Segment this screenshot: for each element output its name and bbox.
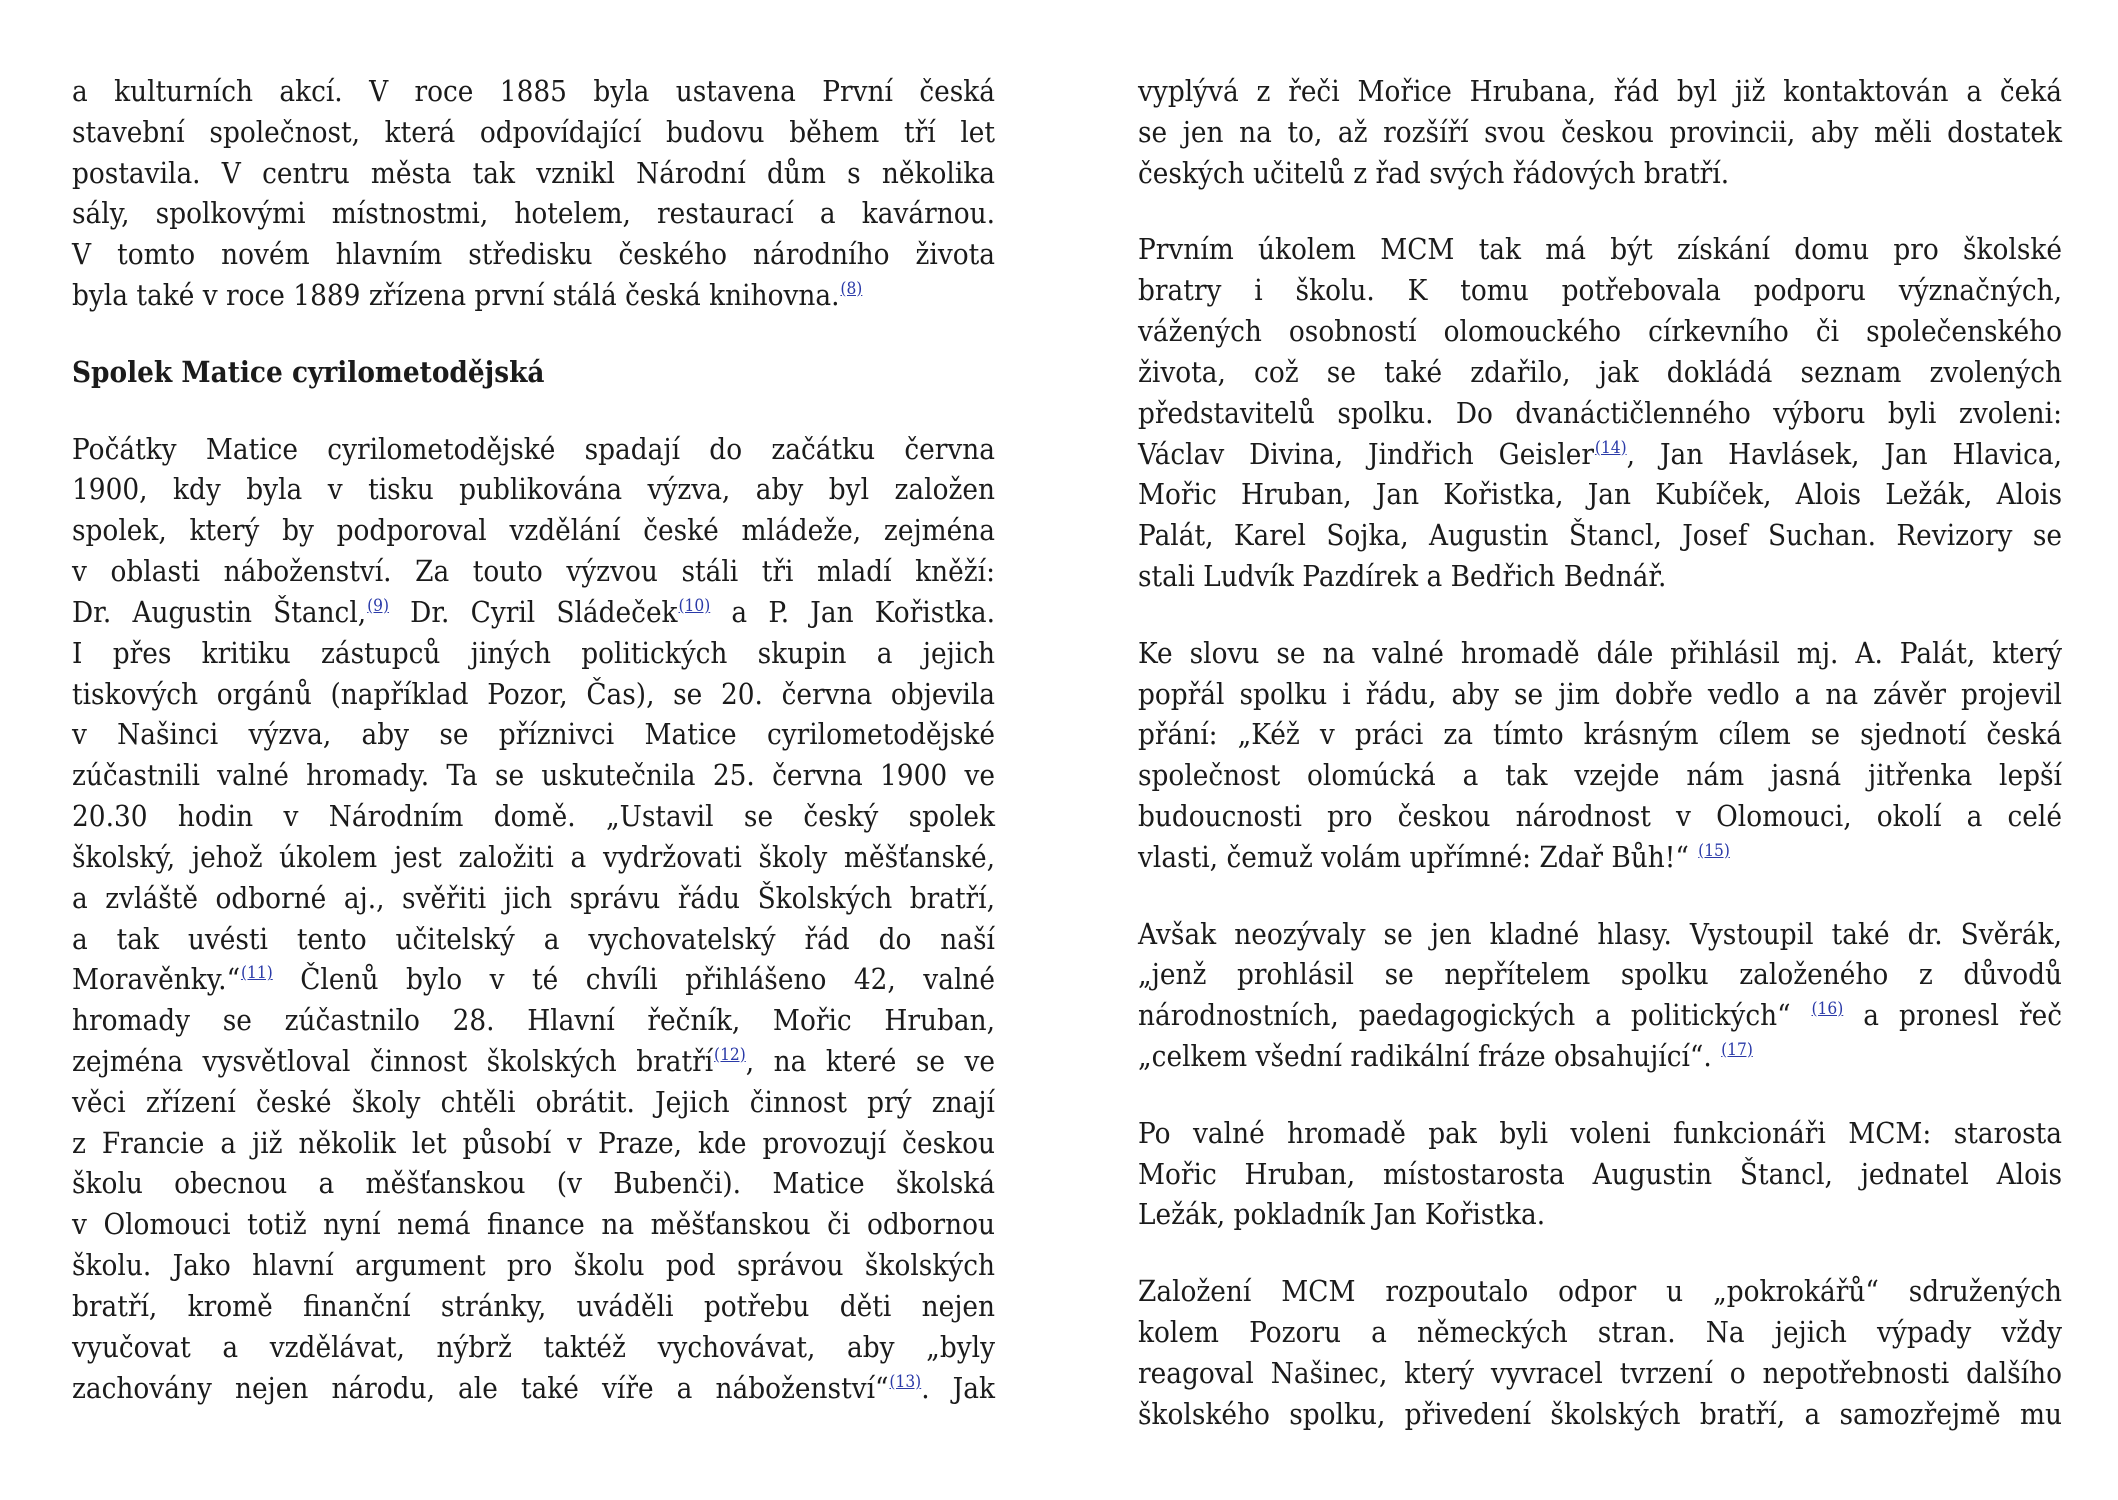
text-run: Mořic Hruban, místostarosta Augustin Štancl, jednatel Alois — [1138, 1156, 2062, 1191]
text-line — [1138, 1036, 2062, 1077]
line-text — [1138, 352, 2062, 393]
text-run: bratry i školu. K tomu potřebovala podporu význačných, — [1138, 273, 2063, 308]
line-text — [72, 153, 995, 194]
line-text — [72, 714, 995, 755]
footnote-ref-link[interactable]: (8) — [840, 279, 863, 300]
text-line — [72, 112, 995, 153]
text-line — [72, 429, 995, 470]
text-run: hromady se zúčastnilo 28. Hlavní řečník, Mořic Hruban, — [72, 1003, 996, 1038]
text-run: Založení MCM rozpoutalo odpor u „pokrokářů“ sdružených — [1138, 1274, 2062, 1309]
text-line — [1138, 270, 2062, 311]
text-line — [1138, 954, 2062, 995]
text-line — [72, 1163, 995, 1204]
text-line — [72, 1327, 995, 1368]
line-text — [1138, 71, 2062, 112]
line-text — [72, 796, 995, 837]
text-line — [1138, 714, 2062, 755]
text-run: školského spolku, přivedení školských bratří, a samozřejmě mu — [1138, 1396, 2062, 1431]
line-text — [1138, 633, 2062, 674]
text-run: Dr. Cyril Sládeček — [389, 594, 678, 629]
line-text — [1138, 1036, 1753, 1077]
text-run: sály, spolkovými místnostmi, hotelem, restaurací a kavárnou. — [72, 196, 995, 231]
text-line — [72, 234, 995, 275]
line-text — [72, 1041, 995, 1082]
line-text — [72, 429, 995, 470]
text-line — [1138, 112, 2062, 153]
text-line — [1138, 153, 2062, 194]
line-text — [1138, 914, 2062, 955]
text-run: Počátky Matice cyrilometodějské spadají do začátku června — [72, 431, 996, 466]
left-column — [72, 71, 995, 1444]
text-run: v oblasti náboženství. Za touto výzvou stáli tři mladí kněží: — [72, 554, 996, 589]
text-line — [72, 469, 995, 510]
text-line — [72, 674, 995, 715]
line-text — [1138, 1394, 2062, 1435]
text-run: , Jan Havlásek, Jan Hlavica, — [1626, 436, 2062, 471]
line-text — [72, 1286, 995, 1327]
text-run: v Olomouci totiž nyní nemá finance na měšťanskou či odbornou — [72, 1207, 996, 1242]
line-text — [1138, 393, 2062, 434]
text-line — [1138, 434, 2062, 475]
text-line — [1138, 1394, 2062, 1435]
line-text — [1138, 474, 2062, 515]
text-line — [72, 1123, 995, 1164]
line-text — [72, 234, 995, 275]
line-text — [1138, 837, 1730, 878]
footnote-ref-link[interactable]: (10) — [678, 595, 711, 616]
text-line — [1138, 1353, 2062, 1394]
text-run: a P. Jan Kořistka. — [710, 594, 996, 629]
text-line — [1138, 837, 2062, 878]
text-line — [1138, 1271, 2062, 1312]
text-run: I přes kritiku zástupců jiných politických skupin a jejich — [72, 635, 996, 670]
text-line — [72, 1041, 995, 1082]
text-run: věci zřízení české školy chtěli obrátit. Jejich činnost prý znají — [72, 1084, 995, 1119]
text-line — [1138, 1154, 2062, 1195]
text-line — [72, 919, 995, 960]
line-text — [72, 510, 995, 551]
text-run: . Jak — [921, 1370, 995, 1405]
line-text — [72, 919, 995, 960]
line-text — [1138, 954, 2062, 995]
text-run: postavila. V centru města tak vznikl Národní dům s několika — [72, 155, 995, 190]
text-run: popřál spolku i řádu, aby se jim dobře vedlo a na závěr projevil — [1138, 676, 2062, 711]
text-line — [1138, 1312, 2062, 1353]
line-text — [1138, 556, 1666, 597]
text-run: Mořic Hruban, Jan Kořistka, Jan Kubíček, Alois Ležák, Alois — [1138, 477, 2062, 512]
text-line — [1138, 1113, 2062, 1154]
text-run: 20.30 hodin v Národním domě. „Ustavil se český spolek — [72, 799, 995, 834]
text-run: 1900, kdy byla v tisku publikována výzva, aby byl založen — [72, 472, 995, 507]
paragraph — [1138, 914, 2062, 1077]
text-run: stavební společnost, která odpovídající budovu během tří let — [72, 114, 996, 149]
heading-line — [72, 352, 995, 393]
line-text — [72, 1082, 995, 1123]
text-run: kolem Pozoru a německých stran. Na jejich výpady vždy — [1138, 1314, 2063, 1349]
line-text — [72, 352, 544, 393]
text-line — [72, 878, 995, 919]
text-run: a kulturních akcí. V roce 1885 byla ustavena První česká — [72, 74, 995, 108]
line-text — [72, 469, 995, 510]
line-text — [1138, 270, 2062, 311]
text-line — [1138, 229, 2062, 270]
right-column — [1138, 71, 2062, 1470]
text-run: Ležák, pokladník Jan Kořistka. — [1138, 1197, 1546, 1232]
text-line — [1138, 474, 2062, 515]
text-run: se jen na to, až rozšíří svou českou provincii, aby měli dostatek — [1138, 114, 2063, 149]
line-text — [72, 112, 995, 153]
line-text — [72, 1204, 995, 1245]
text-line — [1138, 674, 2062, 715]
text-run: Václav Divina, Jindřich Geisler — [1138, 436, 1595, 471]
text-line — [72, 1204, 995, 1245]
text-line — [1138, 556, 2062, 597]
text-run: přání: „Kéž v práci za tímto krásným cílem se sjednotí česká — [1138, 717, 2062, 752]
text-line — [1138, 914, 2062, 955]
line-text — [72, 674, 995, 715]
text-run: zejména vysvětloval činnost školských bratří — [72, 1044, 714, 1078]
text-line — [72, 1286, 995, 1327]
line-text — [1138, 674, 2062, 715]
section-heading — [72, 352, 995, 393]
footnote-ref-link[interactable]: (13) — [889, 1371, 922, 1392]
text-run: vyplývá z řeči Mořice Hrubana, řád byl již kontaktován a čeká — [1138, 74, 2062, 108]
text-run: zúčastnili valné hromady. Ta se uskutečnila 25. června 1900 ve — [72, 758, 995, 793]
text-line — [1138, 311, 2062, 352]
line-text — [1138, 995, 2062, 1036]
footnote-ref-link[interactable]: (12) — [714, 1045, 746, 1065]
line-text — [72, 1123, 995, 1164]
text-run: „celkem všední radikální fráze obsahující“. — [1138, 1039, 1721, 1074]
text-run: budoucnosti pro českou národnost v Olomouci, okolí a celé — [1138, 799, 2062, 834]
text-line — [1138, 352, 2062, 393]
text-line — [72, 1000, 995, 1041]
text-run: školu obecnou a měšťanskou (v Bubenči). Matice školská — [72, 1166, 995, 1201]
line-text — [72, 837, 995, 878]
text-line — [72, 1245, 995, 1286]
text-run: V tomto novém hlavním středisku českého národního života — [72, 237, 995, 272]
text-run: vlasti, čemuž volám upřímné: Zdař Bůh!“ — [1138, 839, 1698, 874]
text-line — [72, 755, 995, 796]
text-line — [1138, 393, 2062, 434]
line-text — [72, 592, 995, 633]
text-run: života, což se také zdařilo, jak dokládá seznam zvolených — [1138, 354, 2062, 389]
line-text — [1138, 515, 2062, 556]
paragraph — [1138, 633, 2062, 878]
footnote-ref-link[interactable]: (15) — [1698, 840, 1730, 861]
line-text — [72, 551, 995, 592]
text-line — [72, 510, 995, 551]
text-run: Spolek Matice cyrilometodějská — [72, 354, 545, 389]
line-text — [1138, 1353, 2062, 1394]
text-run: byla také v roce 1889 zřízena první stálá česká knihovna. — [72, 278, 840, 313]
text-line — [1138, 515, 2062, 556]
text-line — [1138, 755, 2062, 796]
text-line — [72, 714, 995, 755]
footnote-ref-link[interactable]: (14) — [1594, 437, 1627, 458]
paragraph — [1138, 229, 2062, 596]
text-run: Po valné hromadě pak byli voleni funkcionáři MCM: starosta — [1138, 1115, 2063, 1150]
line-text — [72, 633, 995, 674]
line-text — [72, 959, 995, 1000]
line-text — [72, 755, 995, 796]
text-line — [72, 275, 995, 316]
text-run: školu. Jako hlavní argument pro školu pod správou školských — [72, 1248, 995, 1283]
line-text — [1138, 153, 1729, 194]
text-line — [72, 1368, 995, 1409]
text-run: Dr. Augustin Štancl, — [72, 594, 367, 629]
text-run: Ke slovu se na valné hromadě dále přihlásil mj. A. Palát, který — [1138, 635, 2063, 670]
text-run: národnostních, paedagogických a politických“ — [1138, 998, 1811, 1033]
line-text — [1138, 1154, 2062, 1195]
text-run: „jenž prohlásil se nepřítelem spolku založeného z důvodů — [1138, 957, 2062, 992]
text-line — [72, 796, 995, 837]
text-line — [72, 959, 995, 1000]
text-run: tiskových orgánů (například Pozor, Čas), se 20. června objevila — [72, 676, 995, 711]
text-line — [1138, 796, 2062, 837]
text-line — [1138, 71, 2062, 112]
line-text — [1138, 229, 2062, 270]
line-text — [72, 1000, 995, 1041]
text-line — [72, 1082, 995, 1123]
text-run: reagoval Našinec, který vyvracel tvrzení o nepotřebnosti dalšího — [1138, 1355, 2063, 1390]
text-run: bratří, kromě finanční stránky, uváděli potřebu děti nejen — [72, 1288, 995, 1323]
text-run: vyučovat a vzdělávat, nýbrž taktéž vychovávat, aby „byly — [72, 1329, 995, 1364]
line-text — [1138, 755, 2062, 796]
text-run: v Našinci výzva, aby se příznivci Matice cyrilometodějské — [72, 717, 995, 752]
text-line — [1138, 1194, 2062, 1235]
line-text — [72, 878, 995, 919]
text-run: a zvláště odborné aj., svěřiti jich správu řádu Školských bratří, — [72, 880, 995, 915]
paragraph — [72, 71, 995, 316]
line-text — [1138, 714, 2062, 755]
text-run: školský, jehož úkolem jest založiti a vydržovati školy měšťanské, — [72, 839, 995, 874]
text-run: Palát, Karel Sojka, Augustin Štancl, Josef Suchan. Revizory se — [1138, 518, 2063, 553]
line-text — [1138, 1312, 2062, 1353]
line-text — [1138, 1113, 2062, 1154]
line-text — [1138, 1194, 1545, 1235]
line-text — [72, 1327, 995, 1368]
line-text — [72, 1368, 995, 1409]
text-run: a tak uvésti tento učitelský a vychovatelský řád do naší — [72, 921, 996, 956]
text-line — [72, 153, 995, 194]
text-line — [72, 193, 995, 234]
text-line — [72, 551, 995, 592]
text-run: vážených osobností olomouckého církevního či společenského — [1138, 314, 2062, 349]
text-run: stali Ludvík Pazdírek a Bedřich Bednář. — [1138, 559, 1667, 593]
paragraph — [1138, 1113, 2062, 1235]
line-text — [1138, 1271, 2062, 1312]
text-run: a pronesl řeč — [1843, 998, 2063, 1033]
text-run: spolek, který by podporoval vzdělání české mládeže, zejména — [72, 513, 996, 548]
line-text — [1138, 112, 2062, 153]
text-line — [72, 837, 995, 878]
line-text — [72, 71, 995, 112]
text-run: z Francie a již několik let působí v Praze, kde provozují českou — [72, 1125, 995, 1160]
footnote-ref-link[interactable]: (16) — [1811, 999, 1844, 1020]
text-run: , na které se ve — [745, 1044, 995, 1078]
text-run: zachovány nejen národu, ale také víře a náboženství“ — [72, 1370, 889, 1405]
line-text — [72, 1245, 995, 1286]
line-text — [72, 1163, 995, 1204]
footnote-ref-link[interactable]: (17) — [1721, 1040, 1753, 1061]
text-line — [1138, 633, 2062, 674]
text-run: Moravěnky.“ — [72, 962, 241, 997]
text-run: Prvním úkolem MCM tak má být získání domu pro školské — [1138, 232, 2063, 267]
text-line — [72, 633, 995, 674]
text-run: Členů bylo v té chvíli přihlášeno 42, valné — [272, 962, 996, 997]
line-text — [72, 275, 862, 316]
text-line — [72, 71, 995, 112]
text-line — [72, 592, 995, 633]
line-text — [72, 193, 995, 234]
paragraph — [72, 429, 995, 1409]
text-run: českých učitelů z řad svých řádových bratří. — [1138, 155, 1730, 190]
line-text — [1138, 311, 2062, 352]
line-text — [1138, 796, 2062, 837]
text-run: Avšak neozývaly se jen kladné hlasy. Vystoupil také dr. Svěrák, — [1138, 916, 2063, 951]
text-line — [1138, 995, 2062, 1036]
footnote-ref-link[interactable]: (9) — [367, 595, 390, 616]
paragraph — [1138, 1271, 2062, 1434]
text-run: společnost olomúcká a tak vzejde nám jasná jitřenka lepší — [1138, 758, 2062, 793]
paragraph — [1138, 71, 2062, 193]
text-run: představitelů spolku. Do dvanáctičlenného výboru byli zvoleni: — [1138, 395, 2063, 430]
line-text — [1138, 434, 2062, 475]
footnote-ref-link[interactable]: (11) — [240, 963, 273, 984]
